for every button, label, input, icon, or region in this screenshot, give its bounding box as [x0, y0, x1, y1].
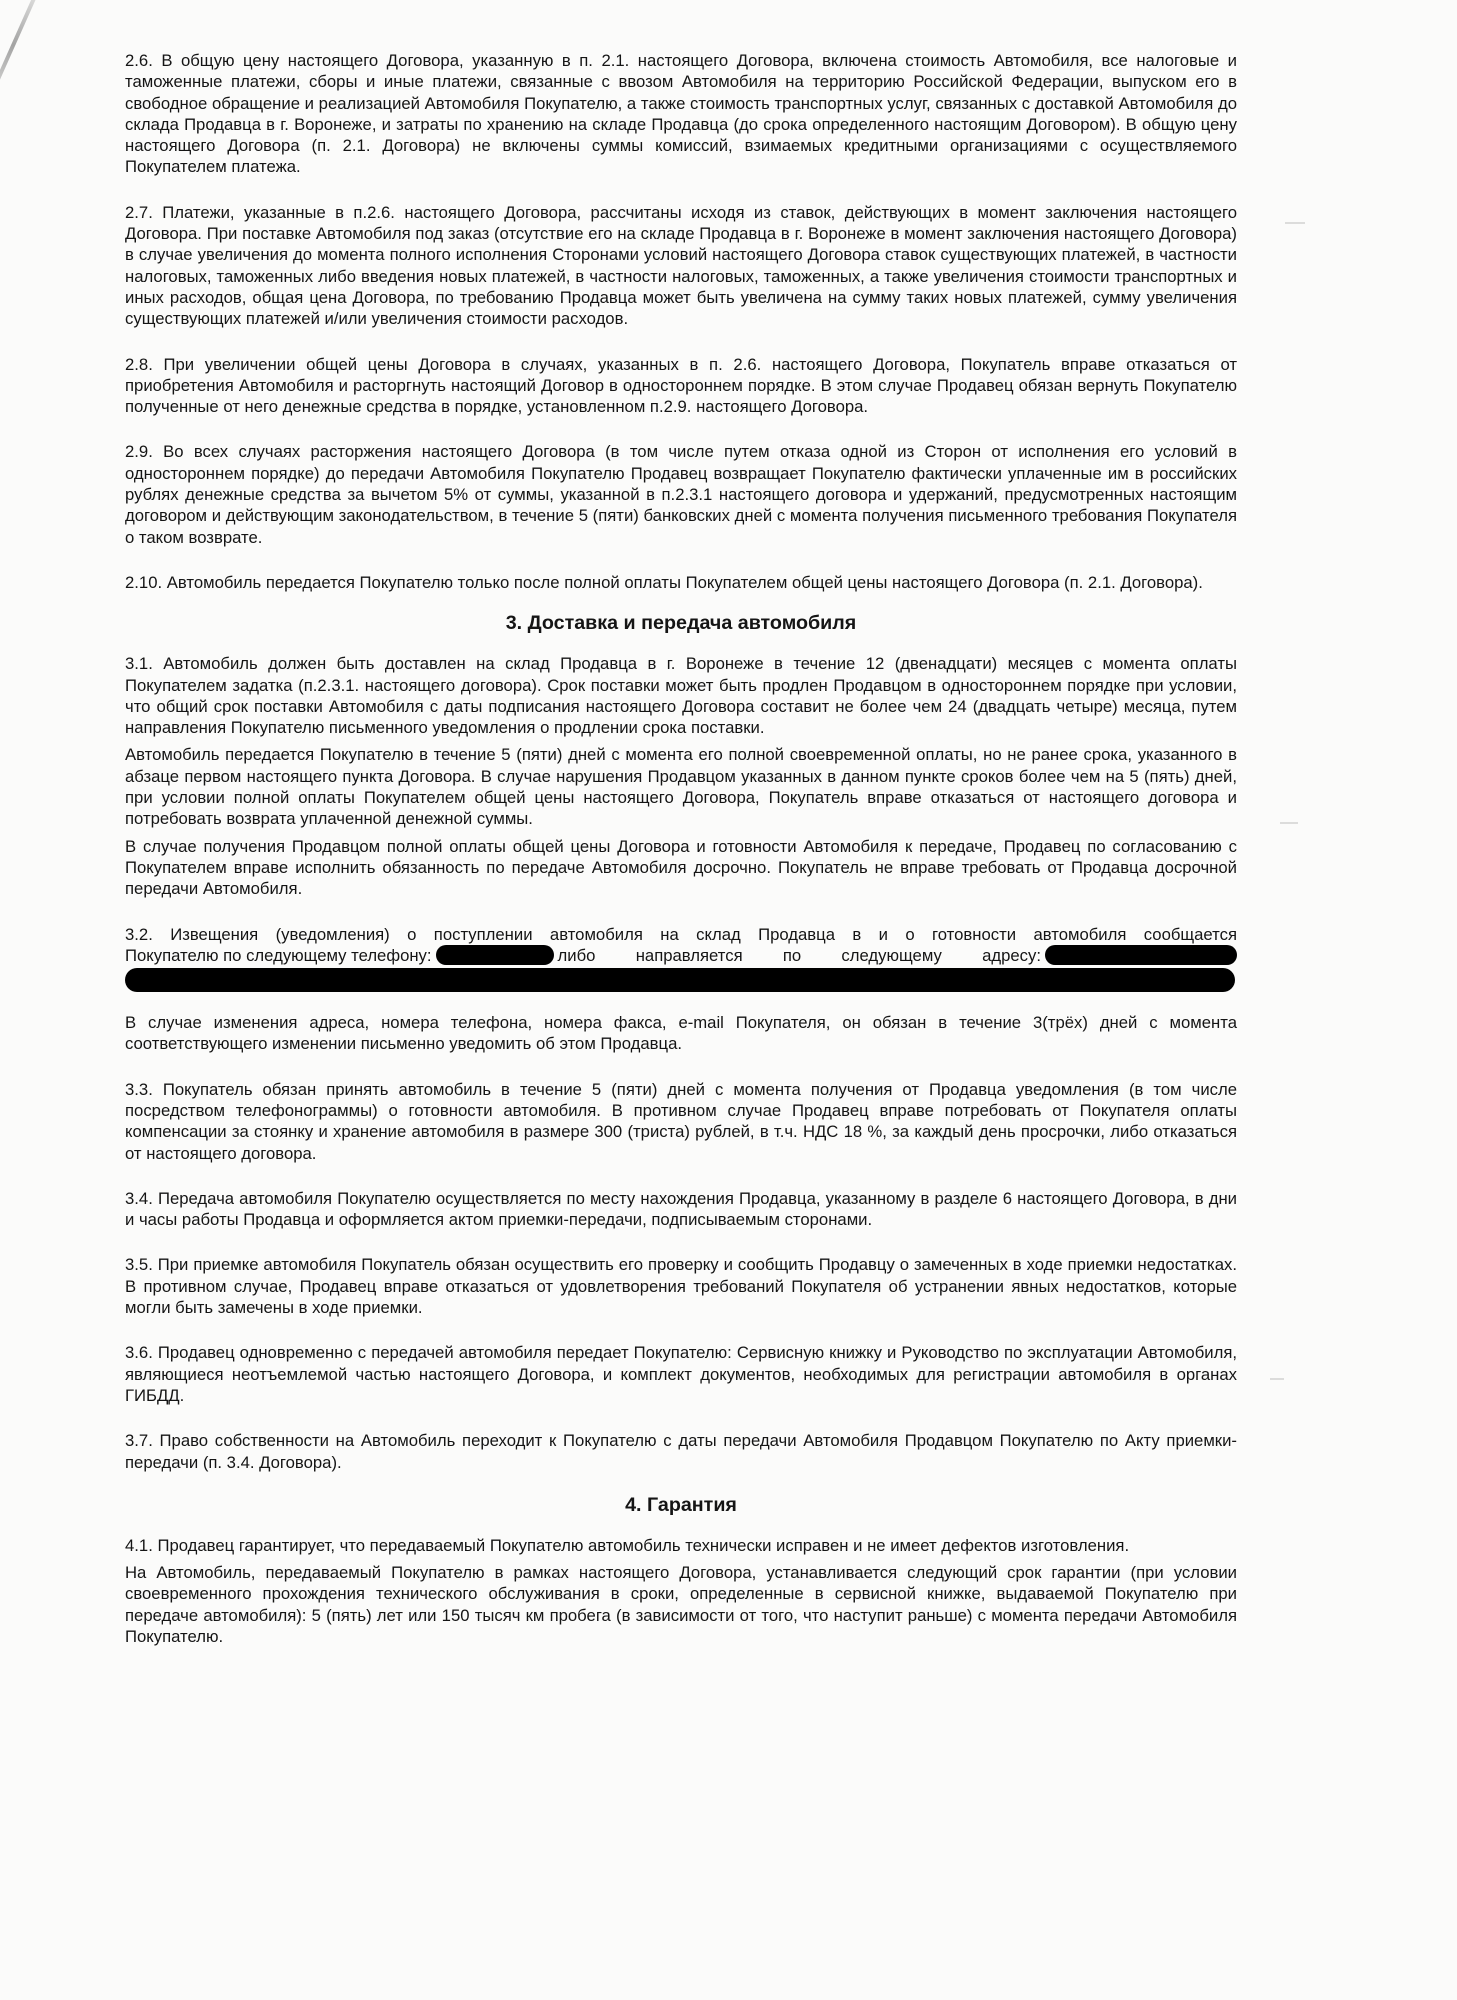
- clause-3-2-contact-line: [125, 945, 1237, 966]
- clause-2-9: 2.9. Во всех случаях расторжения настоящего Договора (в том числе путем отказа одной из Сторон от исполнения его условий в одностороннем порядке) до передачи Автомобиля Покупателю Продавец возвращает Покупателю фактически уплаченные им в российских рублях денежные средства за вычетом 5% от суммы, указанной в п.2.3.1 настоящего договора и удержаний, предусмотренных настоящим договором и действующим законодательством, в течение 5 (пяти) банковских дней с момента получения письменного требования Покупателя о таком возврате.: [125, 442, 1237, 547]
- clause-3-2: [125, 924, 1237, 993]
- redacted-phone-number: [436, 945, 554, 965]
- redacted-address-start: [1045, 945, 1237, 965]
- clause-4-1-paragraph-2: На Автомобиль, передаваемый Покупателю в рамках настоящего Договора, устанавливается следующий срок гарантии (при условии своевременного прохождения технического обслуживания в сроки, определенные в сервисной книжке, выдаваемой Покупателю при передаче автомобиля): 5 (пять) лет или 150 тысяч км пробега (в зависимости от того, что наступит раньше) с момента передачи Автомобиля Покупателю.: [125, 1563, 1237, 1647]
- scan-edge-mark: [1270, 1378, 1284, 1380]
- clause-2-8: 2.8. При увеличении общей цены Договора в случаях, указанных в п. 2.6. настоящего Договора, Покупатель вправе отказаться от приобретения Автомобиля и расторгнуть настоящий Договор в одностороннем порядке. В этом случае Продавец обязан вернуть Покупателю полученные от него денежные средства в порядке, установленном п.2.9. настоящего Договора.: [125, 354, 1237, 417]
- scan-fold-artifact: [0, 0, 44, 110]
- section-4-title: 4. Гарантия: [625, 1493, 737, 1516]
- document-body: [125, 50, 1237, 1647]
- clause-3-6: 3.6. Продавец одновременно с передачей автомобиля передает Покупателю: Сервисную книжку и Руководство по эксплуатации Автомобиля, являющиеся неотъемлемой частью настоящего Договора, и комплект документов, необходимых для регистрации автомобиля в органах ГИБДД.: [125, 1343, 1237, 1405]
- clause-2-7: 2.7. Платежи, указанные в п.2.6. настоящего Договора, рассчитаны исходя из ставок, действующих в момент заключения настоящего Договора. При поставке Автомобиля под заказ (отсутствие его на складе Продавца в г. Воронеже в момент заключения настоящего Договора) в случае увеличения до момента полного исполнения Сторонами условий настоящего Договора ставок существующих платежей, в частности налоговых, таможенных либо введения новых платежей, в частности налоговых, таможенных, а также увеличения стоимости транспортных и иных расходов, общая цена Договора, по требованию Продавца может быть увеличена на сумму таких новых платежей, сумму увеличения существующих платежей и/или увеличения стоимости расходов.: [125, 202, 1237, 329]
- scan-edge-mark: [1285, 222, 1305, 224]
- address-label: либо направляется по следующему адресу:: [557, 945, 1041, 965]
- clause-3-1-paragraph-2: Автомобиль передается Покупателю в течение 5 (пяти) дней с момента его полной своевременной оплаты, но не ранее срока, указанного в абзаце первом настоящего пункта Договора. В случае нарушения Продавцом указанных в данном пункте сроков более чем на 5 (пять) дней, при условии полной оплаты Покупателем общей цены настоящего Договора, Покупатель вправе отказаться от настоящего договора и потребовать возврата уплаченной денежной суммы.: [125, 745, 1237, 829]
- clause-3-1-paragraph-3: В случае получения Продавцом полной оплаты общей цены Договора и готовности Автомобиля к передаче, Продавец по согласованию с Покупателем вправе исполнить обязанность по передаче Автомобиля досрочно. Покупатель не вправе требовать от Продавца досрочной передачи Автомобиля.: [125, 836, 1237, 899]
- clause-3-2-line-1: 3.2. Извещения (уведомления) о поступлении автомобиля на склад Продавца в и о готовности автомобиля сообщается: [125, 924, 1237, 944]
- clause-2-10: 2.10. Автомобиль передается Покупателю только после полной оплаты Покупателем общей цены настоящего Договора (п. 2.1. Договора).: [125, 572, 1203, 592]
- phone-label: Покупателю по следующему телефону:: [125, 945, 432, 965]
- clause-3-7: 3.7. Право собственности на Автомобиль переходит к Покупателю с даты передачи Автомобиля Продавцом Покупателю по Акту приемки-передачи (п. 3.4. Договора).: [125, 1431, 1237, 1472]
- clause-3-1-paragraph-1: 3.1. Автомобиль должен быть доставлен на склад Продавца в г. Воронеже в течение 12 (двенадцати) месяцев с момента оплаты Покупателем задатка (п.2.3.1. настоящего договора). Срок поставки может быть продлен Продавцом в одностороннем порядке при условии, что общий срок поставки Автомобиля с даты подписания настоящего Договора составит не более чем 24 (двадцать четыре) месяца, путем направления Покупателю письменного уведомления о продлении срока поставки.: [125, 654, 1237, 738]
- redacted-address-line: [125, 968, 1235, 992]
- clause-3-3: 3.3. Покупатель обязан принять автомобиль в течение 5 (пяти) дней с момента получения от Продавца уведомления (в том числе посредством телефонограммы) о готовности автомобиля. В противном случае Продавец вправе потребовать от Покупателя оплаты компенсации за стоянку и хранение автомобиля в размере 300 (триста) рублей, в т.ч. НДС 18 %, за каждый день просрочки, либо отказаться от настоящего договора.: [125, 1079, 1237, 1163]
- clause-2-6: 2.6. В общую цену настоящего Договора, указанную в п. 2.1. настоящего Договора, включена стоимость Автомобиля, все налоговые и таможенные платежи, сборы и иные платежи, связанные с ввозом Автомобиля на территорию Российской Федерации, выпуском его в свободное обращение и реализацией Автомобиля Покупателю, а также стоимость транспортных услуг, связанных с доставкой Автомобиля до склада Продавца в г. Воронеже, и затраты по хранению на складе Продавца (до срока определенного настоящим Договором). В общую цену настоящего Договора (п. 2.1. Договора) не включены суммы комиссий, взимаемых кредитными организациями с осуществляемого Покупателем платежа.: [125, 51, 1237, 177]
- clause-3-2-contact-change: В случае изменения адреса, номера телефона, номера факса, e-mail Покупателя, он обязан в течение 3(трёх) дней с момента соответствующего изменении письменно уведомить об этом Продавца.: [125, 1013, 1237, 1054]
- clause-4-1-paragraph-1: 4.1. Продавец гарантирует, что передаваемый Покупателю автомобиль технически исправен и не имеет дефектов изготовления.: [125, 1535, 1130, 1555]
- clause-3-5: 3.5. При приемке автомобиля Покупатель обязан осуществить его проверку и сообщить Продавцу о замеченных в ходе приемки недостатках. В противном случае, Продавец вправе отказаться от удовлетворения требований Покупателя об устранении явных недостатков, которые могли быть замечены в ходе приемки.: [125, 1255, 1237, 1318]
- clause-3-4: 3.4. Передача автомобиля Покупателю осуществляется по месту нахождения Продавца, указанному в разделе 6 настоящего Договора, в дни и часы работы Продавца и оформляется актом приемки-передачи, подписываемым сторонами.: [125, 1188, 1237, 1230]
- section-3-title: 3. Доставка и передача автомобиля: [505, 612, 857, 635]
- scan-edge-mark: [1280, 822, 1298, 824]
